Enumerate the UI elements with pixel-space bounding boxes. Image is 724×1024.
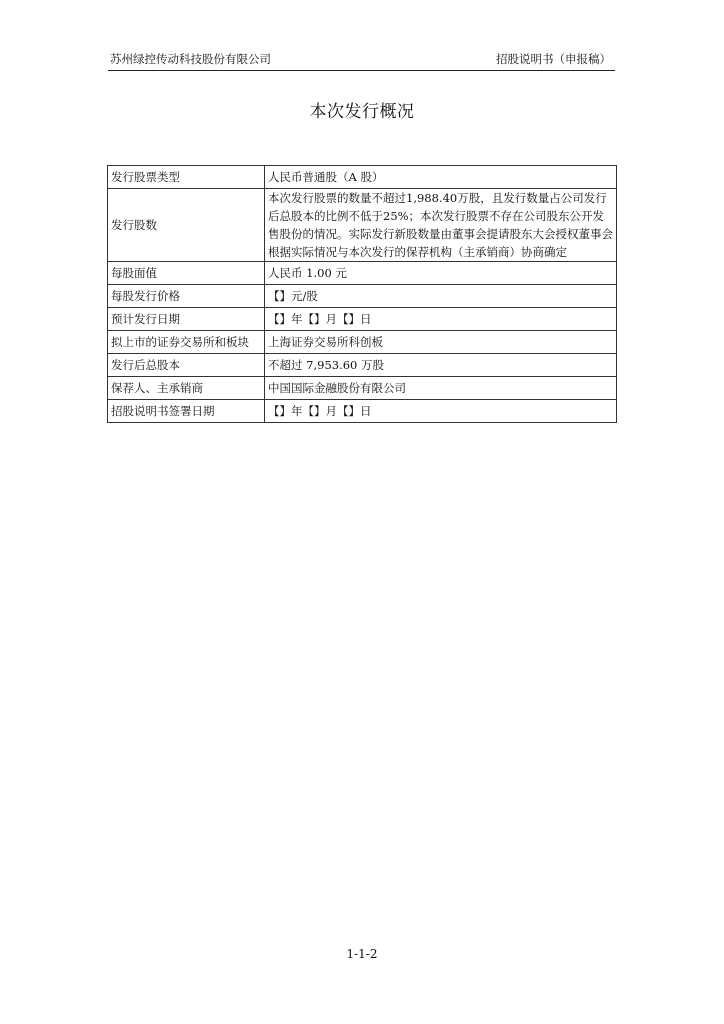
row-value: 【】年【】月【】日 [265, 308, 617, 331]
table-row [108, 400, 617, 423]
table-row [108, 166, 617, 189]
page-header [108, 50, 615, 71]
header-document-type: 招股说明书（申报稿） [496, 52, 611, 66]
table-row [108, 189, 617, 262]
row-value: 中国国际金融股份有限公司 [265, 377, 617, 400]
table-row [108, 285, 617, 308]
page-title: 本次发行概况 [309, 102, 415, 122]
row-label: 预计发行日期 [108, 308, 265, 331]
row-value: 不超过 7,953.60 万股 [265, 354, 617, 377]
table-row [108, 377, 617, 400]
table-row [108, 262, 617, 285]
row-value: 上海证券交易所科创板 [265, 331, 617, 354]
row-label: 发行后总股本 [108, 354, 265, 377]
table-row [108, 331, 617, 354]
row-label: 招股说明书签署日期 [108, 400, 265, 423]
row-label: 拟上市的证券交易所和板块 [108, 331, 265, 354]
row-value: 【】年【】月【】日 [265, 400, 617, 423]
row-label: 每股发行价格 [108, 285, 265, 308]
header-company-name: 苏州绿控传动科技股份有限公司 [110, 52, 271, 66]
table-row [108, 308, 617, 331]
row-value: 本次发行股票的数量不超过1,988.40万股，且发行数量占公司发行后总股本的比例不低于25%；本次发行股票不存在公司股东公开发售股份的情况。实际发行新股数量由董事会提请股东大会授权董事会根据实际情况与本次发行的保荐机构（主承销商）协商确定 [265, 189, 617, 262]
table-row [108, 354, 617, 377]
row-value: 人民币普通股（A 股） [265, 166, 617, 189]
row-value: 人民币 1.00 元 [265, 262, 617, 285]
row-value: 【】元/股 [265, 285, 617, 308]
row-label: 发行股票类型 [108, 166, 265, 189]
row-label: 保荐人、主承销商 [108, 377, 265, 400]
row-label: 发行股数 [108, 189, 265, 262]
offering-overview-table [107, 165, 617, 423]
page-number: 1-1-2 [346, 947, 378, 961]
row-label: 每股面值 [108, 262, 265, 285]
